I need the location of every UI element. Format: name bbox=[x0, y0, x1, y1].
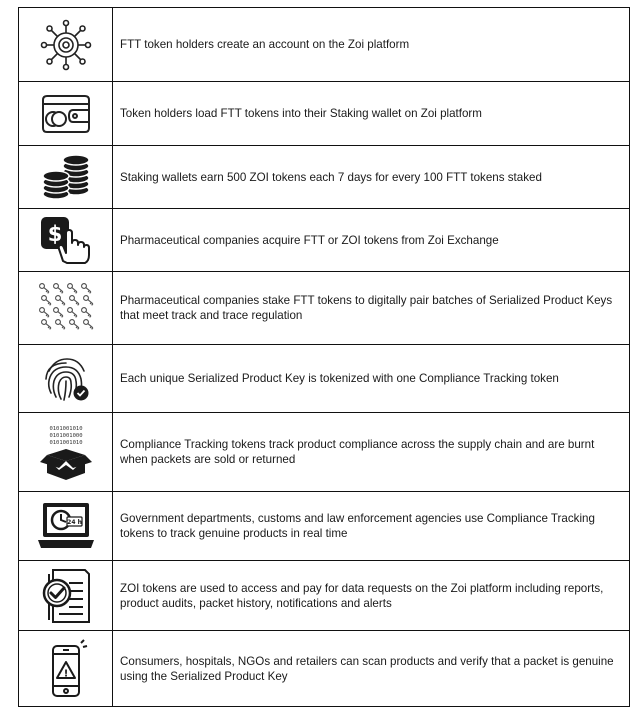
icon-cell bbox=[19, 209, 113, 271]
icon-cell bbox=[19, 272, 113, 344]
key-glyph bbox=[54, 319, 66, 330]
table-row bbox=[19, 8, 629, 81]
row-text: Pharmaceutical companies acquire FTT or ZOI tokens from Zoi Exchange bbox=[120, 233, 499, 247]
table-row bbox=[19, 271, 629, 344]
icon-cell bbox=[19, 146, 113, 208]
key-glyph bbox=[40, 319, 52, 330]
clock-label: 24 h bbox=[66, 519, 82, 526]
table-row bbox=[19, 412, 629, 491]
row-text: Pharmaceutical companies stake FTT tokens to digitally pair batches of Serialized Product Keys that meet track and trace regulation bbox=[120, 294, 613, 322]
svg-text:!: ! bbox=[63, 668, 68, 679]
key-glyph bbox=[80, 283, 92, 294]
binary-line: 0101001010 bbox=[48, 440, 83, 446]
icon-cell bbox=[19, 82, 113, 145]
icon-cell bbox=[19, 492, 113, 560]
row-text: Token holders load FTT tokens into their Staking wallet on Zoi platform bbox=[120, 107, 482, 120]
table-row bbox=[19, 208, 629, 271]
row-text: ZOI tokens are used to access and pay for data requests on the Zoi platform including reports, product audits, packet history, notifications and alerts bbox=[120, 581, 604, 610]
row-text: Staking wallets earn 500 ZOI tokens each 7 days for every 100 FTT tokens staked bbox=[120, 170, 542, 184]
table-row bbox=[19, 344, 629, 412]
svg-text:$: $ bbox=[47, 222, 62, 246]
laptop-24h-icon bbox=[36, 500, 96, 552]
binary-line: 0101001010 bbox=[48, 426, 83, 432]
phone-warning-icon bbox=[39, 638, 93, 700]
wallet-icon bbox=[39, 94, 93, 134]
key-glyph bbox=[66, 283, 78, 294]
row-text: Compliance Tracking tokens track product compliance across the supply chain and are burnt when packets are sold or returned bbox=[120, 438, 595, 466]
key-glyph bbox=[68, 295, 80, 306]
key-glyph bbox=[52, 283, 64, 294]
icon-cell bbox=[19, 631, 113, 706]
table-row bbox=[19, 145, 629, 208]
binary-line: 0101001000 bbox=[48, 433, 83, 439]
fingerprint-check-icon bbox=[39, 353, 93, 405]
key-glyph bbox=[40, 295, 52, 306]
report-check-icon bbox=[39, 567, 93, 625]
workflow-table bbox=[18, 7, 630, 707]
table-row bbox=[19, 81, 629, 145]
icon-cell bbox=[19, 345, 113, 412]
row-text: FTT token holders create an account on the Zoi platform bbox=[120, 38, 410, 51]
keys-grid-icon bbox=[38, 282, 94, 334]
table-row bbox=[19, 560, 629, 630]
key-glyph bbox=[38, 307, 50, 318]
binary-box-icon bbox=[37, 423, 95, 481]
icon-cell bbox=[19, 561, 113, 630]
key-glyph bbox=[38, 283, 50, 294]
key-glyph bbox=[80, 307, 92, 318]
key-glyph bbox=[52, 307, 64, 318]
row-text: Consumers, hospitals, NGOs and retailers can scan products and verify that a packet is genuine using the Serialized Product Key bbox=[120, 654, 614, 683]
icon-cell bbox=[19, 8, 113, 81]
row-text: Each unique Serialized Product Key is tokenized with one Compliance Tracking token bbox=[120, 372, 559, 385]
coin-stack-icon bbox=[39, 152, 93, 202]
key-glyph bbox=[54, 295, 66, 306]
network-coin-icon bbox=[39, 18, 93, 72]
row-text: Government departments, customs and law enforcement agencies use Compliance Tracking tokens to track genuine products in real time bbox=[120, 512, 595, 540]
key-glyph bbox=[66, 307, 78, 318]
dollar-touch-icon bbox=[39, 215, 93, 265]
key-glyph bbox=[68, 319, 80, 330]
key-glyph bbox=[82, 319, 93, 330]
table-row bbox=[19, 491, 629, 560]
icon-cell bbox=[19, 413, 113, 491]
table-row bbox=[19, 630, 629, 706]
key-glyph bbox=[82, 295, 93, 306]
